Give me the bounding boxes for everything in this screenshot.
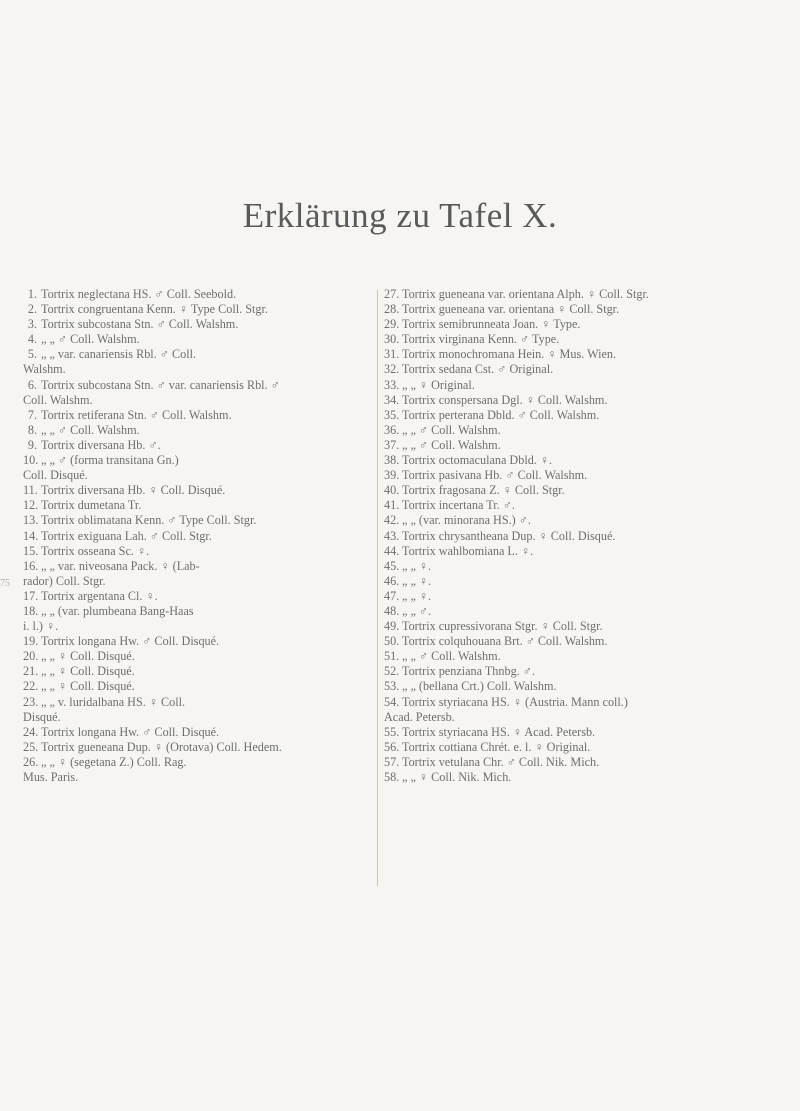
entry-number: 58. xyxy=(384,770,400,784)
plate-entry xyxy=(23,453,373,483)
entry-text: Tortrix octomaculana Dbld. ♀. xyxy=(402,453,553,468)
entry-number: 11. xyxy=(23,483,38,498)
plate-entry xyxy=(384,498,774,513)
plate-entry xyxy=(23,302,373,317)
entry-text: Tortrix dumetana Tr. xyxy=(41,498,142,513)
entry-text: „ „ ♂ (forma transitana Gn.) xyxy=(41,453,179,468)
plate-entry xyxy=(23,559,373,589)
entry-text: „ „ ♀ (segetana Z.) Coll. Rag. xyxy=(41,754,187,769)
entry-text: Tortrix gueneana Dup. ♀ (Orotava) Coll. Hedem. xyxy=(41,739,282,754)
entry-number: 9. xyxy=(27,437,37,452)
entry-number: 50. xyxy=(384,634,400,649)
plate-entry xyxy=(384,649,774,664)
entry-number: 8. xyxy=(27,422,37,437)
entry-number: 34. xyxy=(384,392,400,407)
entry-number: 23. xyxy=(23,694,39,709)
entry-number: 46. xyxy=(384,573,400,588)
entry-text: „ „ ♂ Coll. Walshm. xyxy=(41,422,140,437)
entry-number: 28. xyxy=(384,302,400,317)
entry-number: 48. xyxy=(384,603,400,618)
entry-number: 32. xyxy=(384,362,400,377)
entry-text: „ „ (bellana Crt.) Coll. Walshm. xyxy=(402,679,557,694)
entry-number: 56. xyxy=(384,739,400,754)
entry-number: 20. xyxy=(23,649,39,664)
plate-entry xyxy=(384,755,774,770)
entry-number: 41. xyxy=(384,498,400,513)
plate-entry xyxy=(23,317,373,332)
left-column xyxy=(23,287,373,785)
plate-entry xyxy=(23,740,373,755)
entry-continuation: Mus. Paris. xyxy=(23,770,79,784)
plate-entry xyxy=(384,559,774,574)
plate-entry xyxy=(384,302,774,317)
plate-entry xyxy=(23,332,373,347)
entry-text: Tortrix longana Hw. ♂ Coll. Disqué. xyxy=(41,634,220,649)
entry-text: „ „ ♀. xyxy=(402,588,432,603)
entry-text: „ „ ♂ Coll. Walshm. xyxy=(402,649,501,664)
entry-text: „ „ ♀ Coll. Disqué. xyxy=(41,664,135,679)
plate-entry xyxy=(23,347,373,377)
plate-entry xyxy=(23,604,373,634)
plate-entry xyxy=(23,498,373,513)
plate-entry xyxy=(384,423,774,438)
plate-entry xyxy=(384,287,774,302)
entry-number: 12. xyxy=(23,498,39,513)
entry-text: Tortrix diversana Hb. ♂. xyxy=(41,437,161,452)
entry-text: Tortrix longana Hw. ♂ Coll. Disqué. xyxy=(41,724,220,739)
entry-number: 22. xyxy=(23,679,39,694)
entry-text: Tortrix osseana Sc. ♀. xyxy=(41,543,150,558)
entry-number: 4. xyxy=(27,332,37,347)
entry-continuation: Walshm. xyxy=(23,362,66,377)
entry-number: 21. xyxy=(23,664,39,679)
page-title: Erklärung zu Tafel X. xyxy=(242,196,558,235)
entry-number: 16. xyxy=(23,558,39,573)
plate-entry xyxy=(384,725,774,740)
entry-number: 52. xyxy=(384,664,400,679)
plate-entry xyxy=(384,664,774,679)
entry-continuation: rador) Coll. Stgr. xyxy=(23,573,106,588)
entry-text: Tortrix styriacana HS. ♀ (Austria. Mann coll.) xyxy=(402,694,628,709)
plate-entry xyxy=(23,513,373,528)
entry-number: 29. xyxy=(384,317,400,332)
entry-text: Tortrix cupressivorana Stgr. ♀ Coll. Stgr. xyxy=(402,619,603,634)
entry-text: Tortrix conspersana Dgl. ♀ Coll. Walshm. xyxy=(402,392,608,407)
entry-number: 18. xyxy=(23,603,39,618)
entry-number: 17. xyxy=(23,588,39,603)
entry-text: Tortrix cottiana Chrét. e. l. ♀ Original. xyxy=(402,739,591,754)
entry-number: 40. xyxy=(384,483,400,498)
entry-text: „ „ ♀. xyxy=(402,573,432,588)
entry-continuation: i. l.) ♀. xyxy=(23,619,59,634)
entry-text: Tortrix congruentana Kenn. ♀ Type Coll. Stgr. xyxy=(41,302,268,317)
entry-text: „ „ ♀. xyxy=(402,558,432,573)
entry-continuation: Acad. Petersb. xyxy=(384,709,455,724)
entry-text: „ „ ♂ Coll. Walshm. xyxy=(402,422,501,437)
plate-entry xyxy=(23,287,373,302)
margin-mark: 75 xyxy=(0,578,10,589)
entry-number: 45. xyxy=(384,558,400,573)
entry-number: 13. xyxy=(23,513,39,528)
entry-continuation: Disqué. xyxy=(23,709,61,724)
plate-entry xyxy=(23,725,373,740)
entry-text: Tortrix vetulana Chr. ♂ Coll. Nik. Mich. xyxy=(402,754,600,769)
entry-number: 38. xyxy=(384,453,400,468)
plate-entry xyxy=(384,740,774,755)
entry-text: Tortrix gueneana var. orientana ♀ Coll. Stgr. xyxy=(402,302,620,317)
entry-text: „ „ ♂ Coll. Walshm. xyxy=(41,332,140,347)
entry-text: „ „ var. niveosana Pack. ♀ (Lab- xyxy=(41,558,200,573)
entry-text: Tortrix styriacana HS. ♀ Acad. Petersb. xyxy=(402,724,596,739)
entry-text: „ „ ♀ Coll. Disqué. xyxy=(41,679,135,694)
entry-text: „ „ ♀ Coll. Disqué. xyxy=(41,649,135,664)
column-divider xyxy=(377,290,378,886)
entry-number: 35. xyxy=(384,407,400,422)
entry-text: Tortrix chrysantheana Dup. ♀ Coll. Disqué. xyxy=(402,528,616,543)
entry-text: Tortrix neglectana HS. ♂ Coll. Seebold. xyxy=(41,287,237,301)
entry-number: 7. xyxy=(27,407,37,422)
entry-text: „ „ v. luridalbana HS. ♀ Coll. xyxy=(41,694,186,709)
entry-number: 44. xyxy=(384,543,400,558)
plate-entry xyxy=(384,378,774,393)
plate-entry xyxy=(23,755,373,785)
entry-number: 57. xyxy=(384,754,400,769)
plate-entry xyxy=(384,529,774,544)
entry-text: Tortrix oblimatana Kenn. ♂ Type Coll. Stgr. xyxy=(41,513,257,528)
entry-number: 54. xyxy=(384,694,400,709)
entry-text: „ „ ♀ Coll. Nik. Mich. xyxy=(402,770,512,784)
entry-number: 25. xyxy=(23,739,39,754)
entry-continuation: Coll. Walshm. xyxy=(23,392,93,407)
entry-text: „ „ var. canariensis Rbl. ♂ Coll. xyxy=(41,347,197,362)
entry-text: Tortrix virginana Kenn. ♂ Type. xyxy=(402,332,560,347)
entry-text: Tortrix pasivana Hb. ♂ Coll. Walshm. xyxy=(402,468,588,483)
plate-entry xyxy=(384,317,774,332)
plate-entry xyxy=(23,544,373,559)
entry-text: „ „ (var. plumbeana Bang-Haas xyxy=(41,603,194,618)
right-column xyxy=(384,287,774,785)
entry-number: 39. xyxy=(384,468,400,483)
entry-number: 55. xyxy=(384,724,400,739)
plate-entry xyxy=(384,483,774,498)
entry-number: 31. xyxy=(384,347,400,362)
entry-number: 3. xyxy=(27,317,37,332)
plate-entry xyxy=(23,649,373,664)
plate-entry xyxy=(384,438,774,453)
plate-entry xyxy=(23,423,373,438)
entry-number: 19. xyxy=(23,634,39,649)
plate-entry xyxy=(23,679,373,694)
entry-text: Tortrix argentana Cl. ♀. xyxy=(41,588,158,603)
entry-number: 43. xyxy=(384,528,400,543)
entry-text: Tortrix penziana Thnbg. ♂. xyxy=(402,664,535,679)
plate-entry xyxy=(384,619,774,634)
entry-text: Tortrix diversana Hb. ♀ Coll. Disqué. xyxy=(41,483,226,498)
entry-number: 15. xyxy=(23,543,39,558)
plate-entry xyxy=(384,408,774,423)
plate-entry xyxy=(384,589,774,604)
entry-number: 26. xyxy=(23,754,39,769)
entry-number: 27. xyxy=(384,287,400,301)
plate-entry xyxy=(384,679,774,694)
plate-entry xyxy=(23,438,373,453)
entry-number: 30. xyxy=(384,332,400,347)
plate-entry xyxy=(384,332,774,347)
entry-text: Tortrix monochromana Hein. ♀ Mus. Wien. xyxy=(402,347,617,362)
entry-text: Tortrix exiguana Lah. ♂ Coll. Stgr. xyxy=(41,528,212,543)
plate-entry xyxy=(384,347,774,362)
entry-number: 36. xyxy=(384,422,400,437)
entry-number: 10. xyxy=(23,453,39,468)
entry-text: Tortrix semibrunneata Joan. ♀ Type. xyxy=(402,317,581,332)
entry-number: 53. xyxy=(384,679,400,694)
plate-entry xyxy=(384,362,774,377)
entry-number: 33. xyxy=(384,377,400,392)
entry-text: Tortrix perterana Dbld. ♂ Coll. Walshm. xyxy=(402,407,600,422)
entry-text: Tortrix wahlbomiana L. ♀. xyxy=(402,543,534,558)
entry-number: 6. xyxy=(27,377,37,392)
entry-number: 2. xyxy=(27,302,37,317)
plate-entry xyxy=(384,574,774,589)
entry-number: 14. xyxy=(23,528,39,543)
entry-text: Tortrix sedana Cst. ♂ Original. xyxy=(402,362,554,377)
plate-entry xyxy=(23,634,373,649)
entry-text: „ „ (var. minorana HS.) ♂. xyxy=(402,513,531,528)
entry-text: Tortrix incertana Tr. ♂. xyxy=(402,498,515,513)
entry-text: Tortrix subcostana Stn. ♂ Coll. Walshm. xyxy=(41,317,239,332)
entry-text: Tortrix colquhouana Brt. ♂ Coll. Walshm. xyxy=(402,634,608,649)
entry-number: 47. xyxy=(384,588,400,603)
plate-entry xyxy=(23,529,373,544)
entry-number: 49. xyxy=(384,619,400,634)
entry-number: 42. xyxy=(384,513,400,528)
plate-entry xyxy=(384,634,774,649)
entry-text: Tortrix subcostana Stn. ♂ var. canariensis Rbl. ♂ xyxy=(41,377,280,392)
entry-text: „ „ ♀ Original. xyxy=(402,377,475,392)
plate-entry xyxy=(23,664,373,679)
plate-entry xyxy=(384,604,774,619)
plate-entry xyxy=(23,408,373,423)
plate-entry xyxy=(384,393,774,408)
entry-number: 51. xyxy=(384,649,400,664)
entry-number: 37. xyxy=(384,437,400,452)
entry-number: 24. xyxy=(23,724,39,739)
entry-text: Tortrix gueneana var. orientana Alph. ♀ Coll. Stgr. xyxy=(402,287,649,301)
plate-entry xyxy=(23,378,373,408)
plate-entry xyxy=(384,544,774,559)
entry-text: „ „ ♂. xyxy=(402,603,432,618)
entry-number: 1. xyxy=(27,287,37,301)
entry-text: Tortrix fragosana Z. ♀ Coll. Stgr. xyxy=(402,483,565,498)
plate-entry xyxy=(384,468,774,483)
plate-entry xyxy=(384,770,774,785)
plate-entry xyxy=(23,483,373,498)
plate-entry xyxy=(384,513,774,528)
plate-entry xyxy=(23,695,373,725)
entry-number: 5. xyxy=(27,347,37,362)
plate-entry xyxy=(384,453,774,468)
entry-text: Tortrix retiferana Stn. ♂ Coll. Walshm. xyxy=(41,407,232,422)
entry-text: „ „ ♂ Coll. Walshm. xyxy=(402,437,501,452)
plate-entry xyxy=(23,589,373,604)
plate-entry xyxy=(384,695,774,725)
entry-continuation: Coll. Disqué. xyxy=(23,468,88,483)
